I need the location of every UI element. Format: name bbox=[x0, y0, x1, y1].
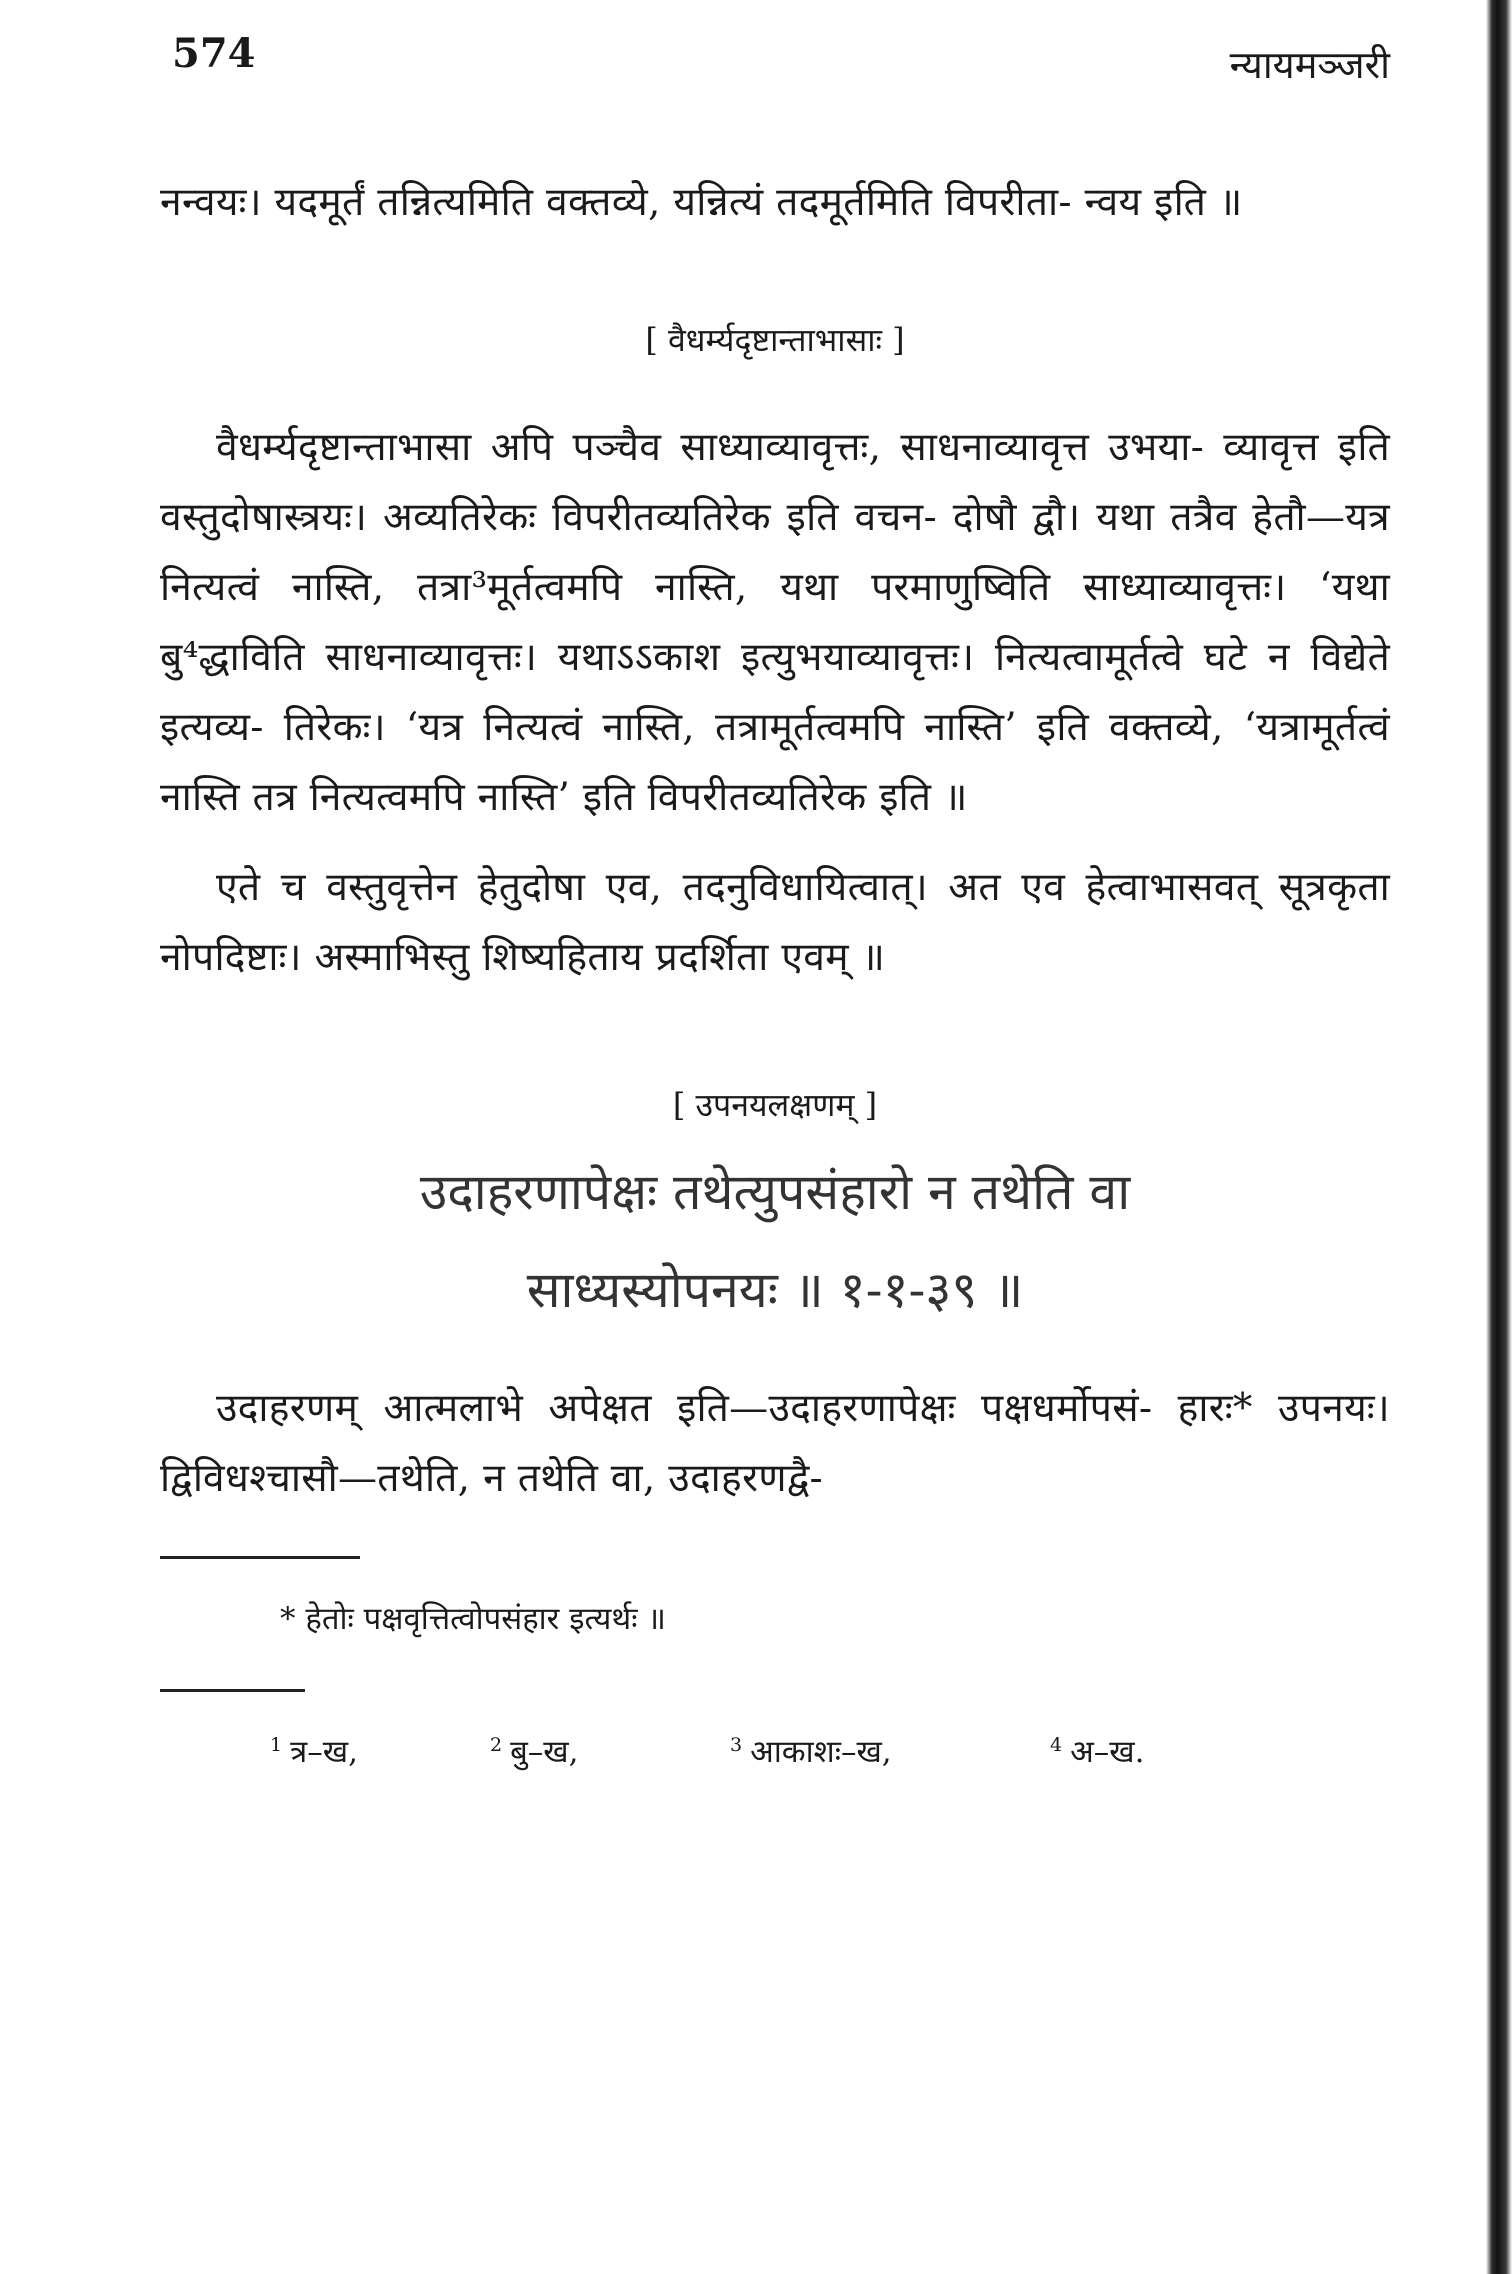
sutra-line-2: साध्यस्योपनयः ॥ १-१-३९ ॥ bbox=[526, 1261, 1024, 1319]
variant-reading: $^3$ आकाशः–ख, bbox=[730, 1733, 892, 1770]
sutra-line-1: उदाहरणापेक्षः तथेत्युपसंहारो न तथेति वा bbox=[419, 1163, 1131, 1221]
paragraph-4: उदाहरणम् आत्मलाभे अपेक्षत इति—उदाहरणापेक्षः पक्षधर्मोपसं- हारः* उपनयः। द्विविधश्चासौ—तथेति, न तथेति वा, उदाहरणद्वै- bbox=[160, 1386, 1390, 1501]
variants-divider bbox=[160, 1689, 305, 1692]
footnote-text: * हेतोः पक्षवृत्तित्वोपसंहार इत्यर्थः ॥ bbox=[280, 1601, 666, 1637]
paragraph-2: वैधर्म्यदृष्टान्ताभासा अपि पञ्चैव साध्याव्यावृत्तः, साधनाव्यावृत्त उभया- व्यावृत्त इति वस्तुदोषास्त्रयः। अव्यतिरेकः विपरीतव्यतिरेक इति वचन- दोषौ द्वौ। यथा तत्रैव हेतौ—यत्र नित्यत्वं नास्ति, तत्रा³मूर्तत्वमपि नास्ति, यथा परमाणुष्विति साध्याव्यावृत्तः। ‘यथा बु⁴द्धाविति साधनाव्यावृत्तः। यथाऽऽकाश इत्युभयाव्यावृत्तः। नित्यत्वामूर्तत्वे घटे न विद्येते इत्यव्य- तिरेकः। ‘यत्र नित्यत्वं नास्ति, तत्रामूर्तत्वमपि नास्ति’ इति वक्तव्ये, ‘यत्रामूर्तत्वं नास्ति तत्र नित्यत्वमपि नास्ति’ इति विपरीतव्यतिरेक इति ॥ bbox=[160, 425, 1390, 820]
section-heading-1: [ वैधर्म्यदृष्टान्ताभासाः ] bbox=[645, 321, 905, 359]
variant-reading: $^1$ त्र–ख, bbox=[270, 1733, 358, 1770]
page-header bbox=[160, 30, 1390, 110]
variant-reading: $^4$ अ–ख. bbox=[1050, 1733, 1145, 1770]
footnote-divider bbox=[160, 1556, 360, 1559]
book-spine-edge bbox=[1486, 0, 1512, 2274]
page-number: 574 bbox=[172, 30, 256, 77]
paragraph-3: एते च वस्तुवृत्तेन हेतुदोषा एव, तदनुविधायित्वात्। अत एव हेत्वाभासवत् सूत्रकृता नोपदिष्टाः। अस्माभिस्तु शिष्यहिताय प्रदर्शिता एवम् ॥ bbox=[160, 865, 1390, 980]
running-head: न्यायमञ्जरी bbox=[1229, 43, 1390, 87]
book-page bbox=[160, 30, 1390, 1772]
variant-reading: $^2$ बु–ख, bbox=[490, 1733, 579, 1770]
paragraph-1: नन्वयः। यदमूर्तं तन्नित्यमिति वक्तव्ये, यन्नित्यं तदमूर्तमिति विपरीता- न्वय इति ॥ bbox=[160, 180, 1243, 225]
variant-readings bbox=[160, 1730, 1390, 1772]
section-heading-2: [ उपनयलक्षणम् ] bbox=[672, 1086, 878, 1124]
